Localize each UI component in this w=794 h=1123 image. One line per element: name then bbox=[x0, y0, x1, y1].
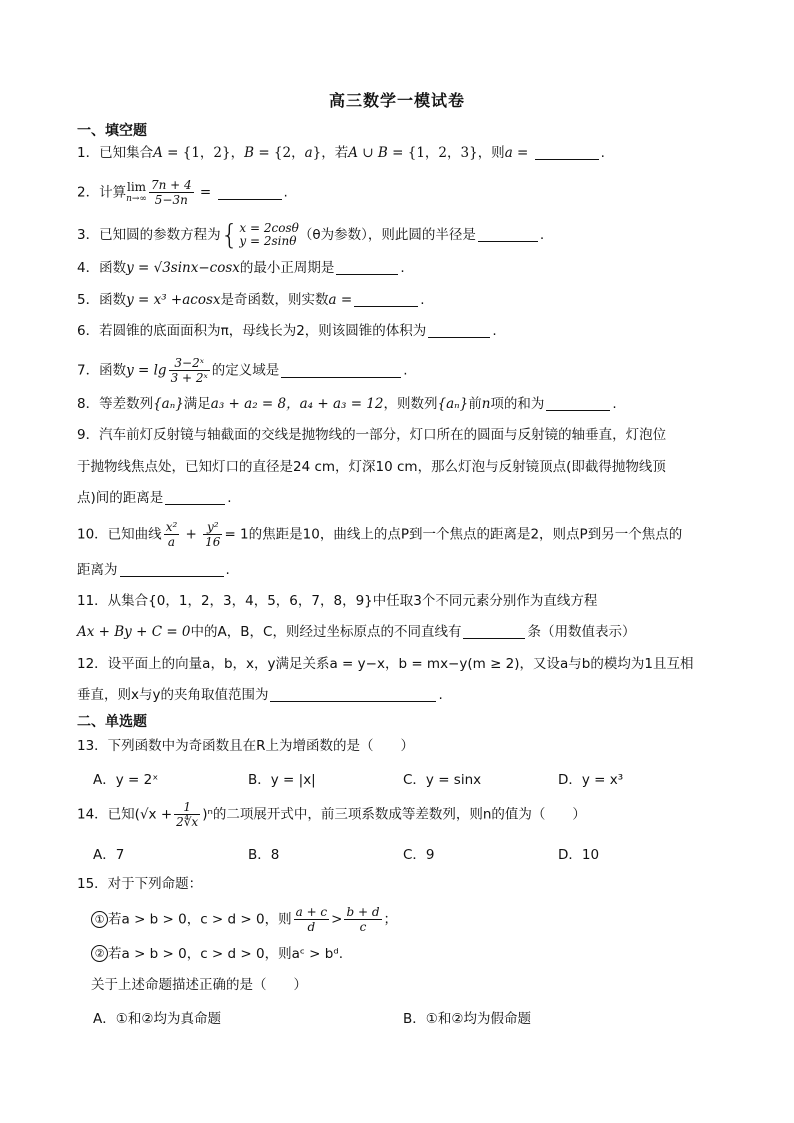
q5-text-2: 是奇函数，则实数 bbox=[220, 292, 329, 308]
q8-condition: a₃ + a₂ = 8，a₄ + a₃ = 12 bbox=[210, 396, 384, 412]
q12-text: 垂直，则x与y的夹角取值范围为 bbox=[77, 687, 269, 703]
question-11-line-2 bbox=[77, 622, 635, 642]
fraction-numerator: 3−2ˣ bbox=[169, 356, 210, 371]
fraction-numerator: x² bbox=[165, 520, 178, 534]
q10-text-3: 距离为 bbox=[77, 562, 118, 578]
circled-one-icon: ① bbox=[91, 911, 108, 928]
fraction bbox=[174, 800, 200, 829]
q8-text-2: 满足 bbox=[183, 396, 211, 412]
fraction bbox=[169, 356, 210, 385]
answer-blank[interactable] bbox=[336, 259, 398, 275]
fraction bbox=[294, 905, 330, 934]
q8-text: 8．等差数列 bbox=[77, 396, 154, 412]
answer-blank[interactable] bbox=[463, 623, 525, 639]
q10-text-2: = 1的焦距是10，曲线上的点P到一个焦点的距离是2，则点P到另一个焦点的 bbox=[224, 526, 683, 543]
q3-text: 3．已知圆的参数方程为 bbox=[77, 227, 221, 243]
question-15: 15．对于下列命题： bbox=[77, 876, 203, 892]
q15-question: 关于上述命题描述正确的是（ ） bbox=[91, 977, 307, 993]
q15-p1-text: 若a > b > 0，c > d > 0，则 bbox=[108, 911, 292, 928]
question-9-line-3 bbox=[77, 488, 232, 508]
q4-expression: y = √3sinx−cosx bbox=[126, 260, 240, 276]
fraction-numerator: 1 bbox=[174, 800, 200, 815]
fraction-denominator: 3 + 2ˣ bbox=[170, 371, 208, 385]
answer-blank[interactable] bbox=[270, 686, 436, 702]
q15-p1-end: ； bbox=[383, 911, 398, 928]
equation-line-2: y = 2sinθ bbox=[239, 234, 297, 248]
q8-variable: n bbox=[481, 396, 491, 412]
q4-end: . bbox=[400, 260, 405, 276]
question-10-line-2 bbox=[77, 560, 230, 580]
section-fill-in: 一、填空题 bbox=[77, 123, 147, 139]
q9-text: 点)间的距离是 bbox=[77, 490, 164, 506]
q8-sequence-2: {aₙ} bbox=[437, 396, 469, 412]
q5-expression: y = x³ +acosx bbox=[126, 292, 221, 308]
q10-text: 10．已知曲线 bbox=[77, 526, 162, 543]
lim-label: lim bbox=[126, 179, 147, 194]
limit-expression bbox=[126, 181, 147, 205]
question-10-line-1: 10．已知曲线 $\frac{\text{x²}}{a}$ + $\frac{\text{y²}}{16}$ = 1的焦距是10，曲线上的点P到一个焦点的距离是2，则点P到另一个焦点的 bbox=[77, 520, 683, 549]
question-12-line-1: 12．设平面上的向量a，b，x，y满足关系a = y−x，b = mx−y(m ≥ 2)，又设a与b的模均为1且互相 bbox=[77, 656, 694, 672]
q11-end: 条（用数值表示） bbox=[527, 624, 636, 640]
fraction bbox=[344, 905, 381, 934]
q8-text-4: 前 bbox=[468, 396, 482, 412]
q2-end: . bbox=[283, 184, 288, 201]
question-4 bbox=[77, 258, 405, 278]
answer-blank[interactable] bbox=[478, 226, 538, 242]
q5-end: . bbox=[420, 292, 425, 308]
q7-expression: y = lg bbox=[126, 362, 167, 379]
fraction-denominator: d bbox=[307, 920, 316, 934]
q1-sep: ， bbox=[230, 145, 245, 161]
q6-text: 6．若圆锥的底面面积为π，母线长为2，则该圆锥的体积为 bbox=[77, 323, 427, 339]
q14-option-c[interactable]: C．9 bbox=[403, 847, 435, 863]
q12-end: . bbox=[438, 687, 443, 703]
q5-text: 5．函数 bbox=[77, 292, 127, 308]
fraction-numerator: y² bbox=[203, 520, 222, 535]
question-6 bbox=[77, 321, 497, 341]
q1-text: 1．已知集合 bbox=[77, 145, 154, 161]
fraction-denominator: 2∜x bbox=[176, 815, 199, 829]
q8-end: . bbox=[612, 396, 617, 412]
q15-proposition-2 bbox=[91, 944, 343, 964]
q4-text: 4．函数 bbox=[77, 260, 127, 276]
question-3: 3．已知圆的参数方程为{ x = 2cosθ y = 2sinθ （θ为参数），则此圆的半径是 . bbox=[77, 218, 545, 251]
q8-sequence: {aₙ} bbox=[153, 396, 184, 412]
q9-end: . bbox=[227, 490, 232, 506]
q13-option-c[interactable]: C．y = sinx bbox=[403, 772, 482, 788]
q15-option-a[interactable]: A．①和②均为真命题 bbox=[93, 1011, 221, 1027]
q8-text-3: ，则数列 bbox=[383, 396, 438, 412]
fraction-numerator: b + d bbox=[346, 905, 380, 919]
q4-text-2: 的最小正周期是 bbox=[239, 260, 335, 276]
q15-p2-text: 若a > b > 0，c > d > 0，则aᶜ > bᵈ. bbox=[108, 946, 344, 962]
section-single-choice: 二、单选题 bbox=[77, 714, 147, 730]
page-title: 高三数学一模试卷 bbox=[328, 91, 465, 110]
question-14 bbox=[77, 800, 586, 829]
q1-text-2: ，若 bbox=[321, 145, 349, 161]
q10-end: . bbox=[225, 562, 230, 578]
q13-option-a[interactable]: A．y = 2ˣ bbox=[93, 772, 159, 788]
answer-blank[interactable] bbox=[218, 184, 282, 200]
question-7 bbox=[77, 356, 408, 385]
q15-option-b[interactable]: B．①和②均为假命题 bbox=[403, 1011, 531, 1027]
q14-option-a[interactable]: A．7 bbox=[93, 847, 125, 863]
lim-sub: n→∞ bbox=[126, 193, 147, 204]
question-9-line-2: 于抛物线焦点处，已知灯口的直径是24 cm，灯深10 cm，那么灯泡与反射镜顶点(即截得抛物线顶 bbox=[77, 459, 666, 475]
question-11-line-1: 11．从集合{0，1，2，3，4，5，6，7，8，9}中任取3个不同元素分别作为直线方程 bbox=[77, 593, 598, 609]
q3-text-2: （θ为参数），则此圆的半径是 bbox=[298, 227, 476, 243]
fraction-denominator: c bbox=[359, 920, 367, 934]
equation-line-1: x = 2cosθ bbox=[239, 221, 299, 235]
question-9-line-1: 9．汽车前灯反射镜与轴截面的交线是抛物线的一部分，灯口所在的圆面与反射镜的轴垂直，灯泡位 bbox=[77, 427, 667, 443]
q7-text: 7．函数 bbox=[77, 362, 127, 379]
question-13: 13．下列函数中为奇函数且在R上为增函数的是（ ） bbox=[77, 738, 415, 754]
q1-text-3: ，则 bbox=[477, 145, 505, 161]
q5-variable: a = bbox=[328, 292, 353, 308]
fraction-denominator: 16 bbox=[205, 535, 221, 549]
answer-blank[interactable] bbox=[535, 144, 599, 160]
fraction-numerator: a + c bbox=[295, 905, 328, 919]
q14-option-d[interactable]: D．10 bbox=[558, 847, 600, 863]
fraction-numerator: 7n + 4 bbox=[150, 178, 192, 192]
q11-equation: Ax + By + C = 0 bbox=[77, 624, 191, 640]
question-5 bbox=[77, 290, 424, 310]
q2-text: 2．计算 bbox=[77, 184, 127, 201]
q7-text-2: 的定义域是 bbox=[211, 362, 280, 379]
fraction bbox=[203, 520, 222, 549]
answer-blank[interactable] bbox=[354, 291, 418, 307]
q14-option-b[interactable]: B．8 bbox=[248, 847, 280, 863]
question-8 bbox=[77, 394, 617, 414]
circled-two-icon: ② bbox=[91, 945, 108, 962]
q7-end: . bbox=[403, 362, 408, 379]
answer-blank[interactable] bbox=[428, 322, 490, 338]
fraction bbox=[149, 178, 194, 207]
fraction-denominator: 5−3n bbox=[154, 193, 188, 207]
q14-text-2: )ⁿ的二项展开式中，前三项系数成等差数列，则n的值为（ ） bbox=[202, 806, 586, 823]
q8-text-5: 项的和为 bbox=[490, 396, 545, 412]
answer-blank[interactable] bbox=[120, 561, 224, 577]
q6-end: . bbox=[492, 323, 497, 339]
question-2: 2．计算lim n→∞ $\frac{7n + 4}{5-3n}$ = . bbox=[77, 178, 288, 207]
answer-blank[interactable] bbox=[546, 395, 610, 411]
q15-proposition-1 bbox=[91, 905, 397, 934]
answer-blank[interactable] bbox=[165, 489, 225, 505]
q14-text: 14．已知(√x + bbox=[77, 806, 173, 823]
fraction bbox=[164, 520, 180, 549]
q1-end: . bbox=[600, 145, 605, 161]
q13-option-d[interactable]: D．y = x³ bbox=[558, 772, 624, 788]
answer-blank[interactable] bbox=[281, 362, 401, 378]
fraction-denominator: a bbox=[167, 535, 176, 549]
greater-than: > bbox=[331, 911, 343, 928]
question-1: 1．已知集合A = {1，2}，B = {2，a}，若A ∪ B = {1，2，3}，则a = . bbox=[77, 145, 605, 161]
equation-system bbox=[239, 222, 298, 248]
q13-option-b[interactable]: B．y = |x| bbox=[248, 772, 316, 788]
q11-text: 中的A，B，C，则经过坐标原点的不同直线有 bbox=[190, 624, 462, 640]
q3-end: . bbox=[539, 227, 545, 243]
question-12-line-2 bbox=[77, 685, 443, 705]
